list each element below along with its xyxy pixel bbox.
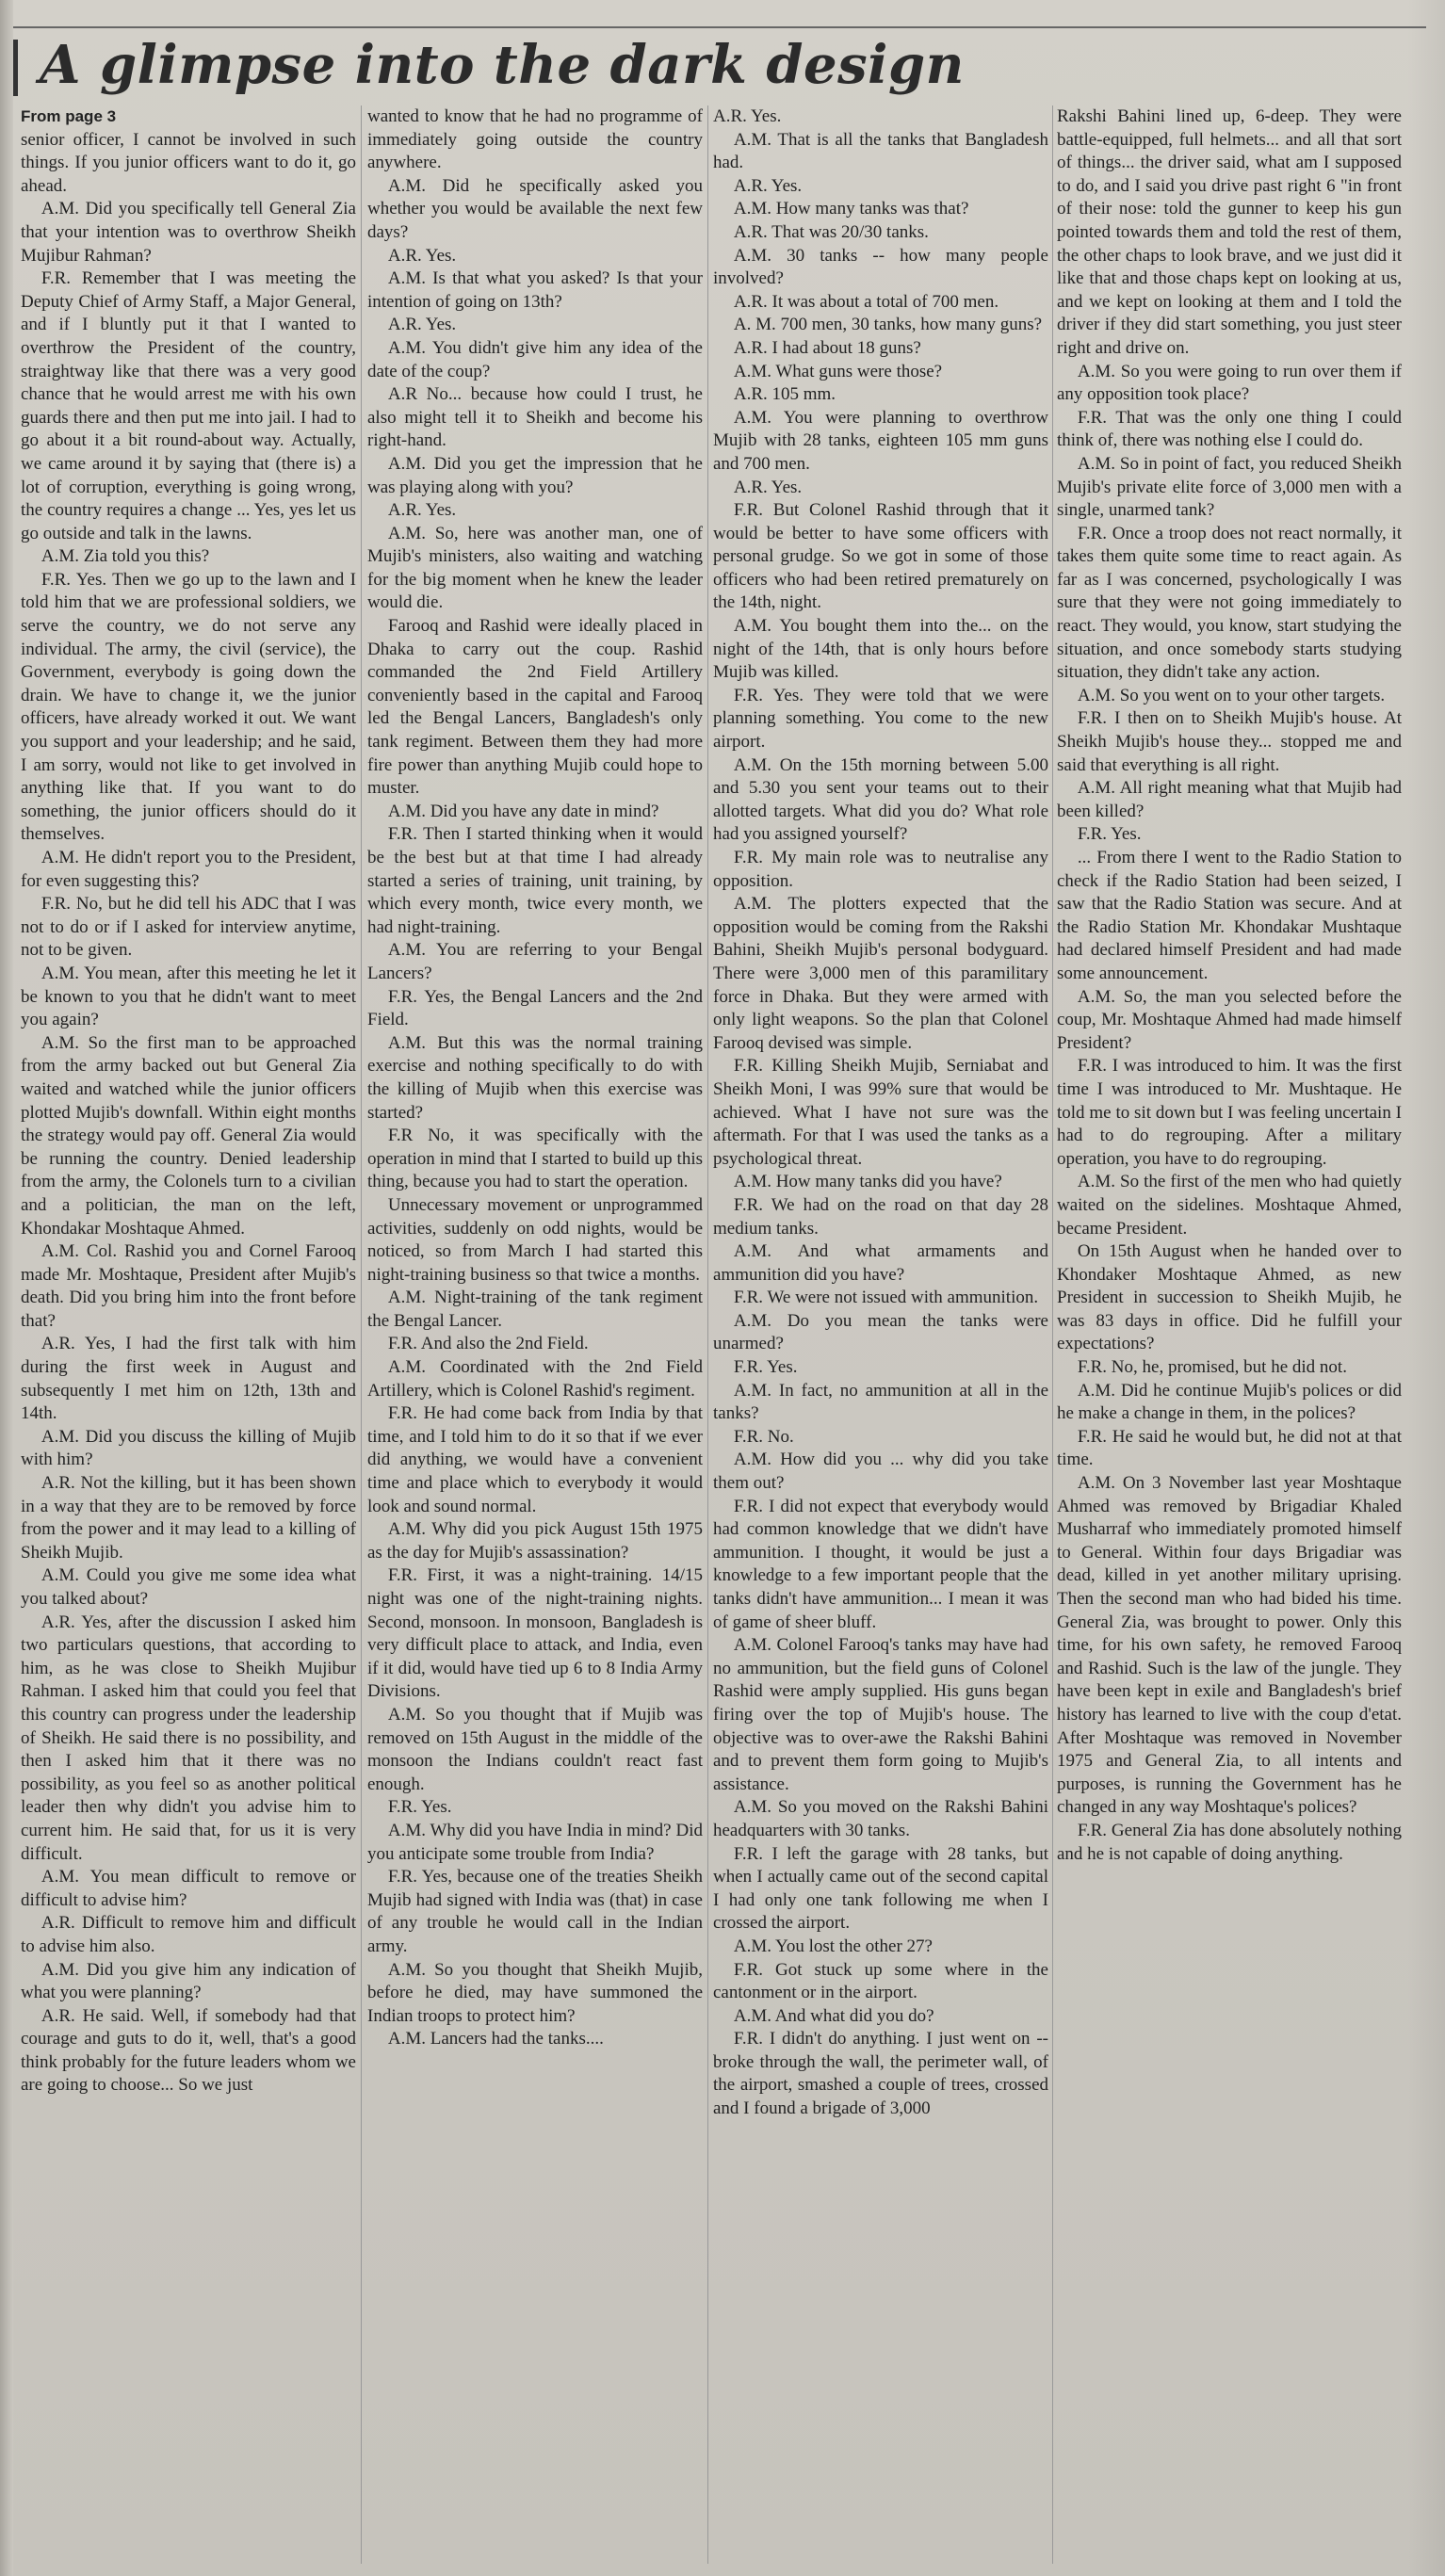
article-paragraph: A.M. But this was the normal training exercise and nothing specifically to do with the killing of Mujib when this exercise was started? bbox=[367, 1032, 703, 1123]
article-paragraph: A.M. Did you get the impression that he was playing along with you? bbox=[367, 453, 703, 497]
article-column-4 bbox=[1057, 105, 1402, 2564]
article-paragraph: A.M. You mean difficult to remove or difficult to advise him? bbox=[21, 1867, 356, 1910]
headline-block bbox=[13, 26, 1426, 104]
article-paragraph: On 15th August when he handed over to Khondaker Moshtaque Ahmed, as new President in succession to Sheikh Mujib, he was 83 days in office. Did he fulfill your expectations? bbox=[1057, 1241, 1402, 1354]
article-paragraph: A.M. So you went on to your other targets. bbox=[1077, 685, 1386, 705]
article-paragraph: A.R. Yes. bbox=[387, 500, 457, 521]
article-paragraph: A.R. That was 20/30 tanks. bbox=[733, 221, 929, 242]
article-paragraph: A.M. Lancers had the tanks.... bbox=[387, 2029, 604, 2049]
headline: A glimpse into the dark design bbox=[40, 34, 965, 96]
article-paragraph: F.R No, it was specifically with the operation in mind that I started to build up this thing, because you had to start the operation. bbox=[367, 1126, 703, 1192]
article-paragraph: F.R. He said he would but, he did not at that time. bbox=[1057, 1426, 1402, 1470]
article-paragraph: A. M. 700 men, 30 tanks, how many guns? bbox=[733, 315, 1043, 335]
article-paragraph: A.M. So the first of the men who had quietly waited on the sidelines. Moshtaque Ahmed, became President. bbox=[1057, 1172, 1402, 1239]
article-paragraph: A.M. So you were going to run over them if any opposition took place? bbox=[1057, 361, 1402, 405]
article-paragraph: A.M. Why did you have India in mind? Did you anticipate some trouble from India? bbox=[367, 1820, 703, 1864]
article-paragraph: A.M. He didn't report you to the President, for even suggesting this? bbox=[21, 848, 356, 891]
article-paragraph: A.M. In fact, no ammunition at all in the tanks? bbox=[713, 1380, 1048, 1424]
article-paragraph: wanted to know that he had no programme of immediately going outside the country anywhere. bbox=[367, 106, 703, 173]
article-paragraph: F.R. Yes. bbox=[733, 1357, 798, 1378]
article-paragraph: A.R. Difficult to remove him and difficult to advise him also. bbox=[21, 1913, 356, 1956]
article-paragraph: F.R. I didn't do anything. I just went on -- broke through the wall, the perimeter wall, of the airport, smashed a couple of trees, crossed and I found a brigade of 3,000 bbox=[713, 2029, 1048, 2119]
article-paragraph: A.R No... because how could I trust, he also might tell it to Sheikh and become his right-hand. bbox=[367, 384, 703, 451]
column-rule bbox=[1052, 105, 1053, 2564]
article-paragraph: F.R. Remember that I was meeting the Deputy Chief of Army Staff, a Major General, and if I bluntly put it that I wanted to overthrow the President of the country, straightway like that there was a very good chance that he would arrest me with his own guards there and then put me into jail. I had to go about it a bit round-about way. Actually, we came around it by saying that (there is) a lot of corruption, everything is going wrong, the country requires a change ... Yes, yes let us go outside and talk in the lawns. bbox=[21, 268, 356, 543]
article-paragraph: Farooq and Rashid were ideally placed in Dhaka to carry out the coup. Rashid commanded the 2nd Field Artillery conveniently based in the capital and Farooq led the Bengal Lancers, Bangladesh's only tank regiment. Between them they had more fire power than anything Mujib could hope to muster. bbox=[367, 616, 703, 799]
article-paragraph: A.M. Did you specifically tell General Zia that your intention was to overthrow Sheikh Mujibur Rahman? bbox=[21, 199, 356, 266]
article-paragraph: A.M. All right meaning what that Mujib had been killed? bbox=[1057, 778, 1402, 821]
article-paragraph: F.R. No. bbox=[733, 1426, 794, 1447]
article-paragraph: A.R. 105 mm. bbox=[733, 384, 836, 405]
article-paragraph: F.R. I did not expect that everybody would had common knowledge that we didn't have ammunition. I thought, it would be just a knowledge to a few important people that the tanks didn't have ammunition... I mean it was of game of sheer bluff. bbox=[713, 1496, 1048, 1632]
article-paragraph: A.M. Do you mean the tanks were unarmed? bbox=[713, 1310, 1048, 1354]
article-paragraph: Unnecessary movement or unprogrammed activities, suddenly on odd nights, would be noticed, so from March I had started this night-training business so that twice a months. bbox=[367, 1194, 703, 1285]
article-paragraph: A.M. Did he specifically asked you whether you would be available the next few days? bbox=[367, 175, 703, 242]
article-paragraph: F.R. Killing Sheikh Mujib, Serniabat and Sheikh Moni, I was 99% sure that would be achieved. What I have not sure was the aftermath. For that I was used the tanks as a psychological threat. bbox=[713, 1056, 1048, 1169]
article-paragraph: A.M. The plotters expected that the opposition would be coming from the Rakshi Bahini, Sheikh Mujib's personal bodyguard. There were 3,000 men of this paramilitary force in Dhaka. But they were armed with only light weapons. So the plan that Colonel Farooq devised was simple. bbox=[713, 894, 1048, 1053]
article-paragraph: A.M. That is all the tanks that Bangladesh had. bbox=[713, 129, 1048, 173]
article-paragraph: A.M. Coordinated with the 2nd Field Artillery, which is Colonel Rashid's regiment. bbox=[367, 1357, 703, 1401]
article-paragraph: A.M. Did he continue Mujib's polices or did he make a change in them, in the polices? bbox=[1057, 1380, 1402, 1424]
article-column-1 bbox=[21, 105, 356, 2564]
article-paragraph: A.M. Could you give me some idea what you talked about? bbox=[21, 1565, 356, 1609]
article-paragraph: A.R. Yes. bbox=[733, 477, 803, 497]
article-paragraph: A.M. You didn't give him any idea of the date of the coup? bbox=[367, 337, 703, 381]
article-paragraph: A.M. Did you discuss the killing of Mujib with him? bbox=[21, 1426, 356, 1470]
article-paragraph: A.M. You lost the other 27? bbox=[733, 1936, 933, 1956]
article-paragraph: A.M. So you moved on the Rakshi Bahini headquarters with 30 tanks. bbox=[713, 1797, 1048, 1840]
article-paragraph: F.R. My main role was to neutralise any opposition. bbox=[713, 848, 1048, 891]
article-paragraph: A.M. Why did you pick August 15th 1975 as the day for Mujib's assassination? bbox=[367, 1519, 703, 1563]
article-paragraph: A.R. It was about a total of 700 men. bbox=[733, 291, 999, 312]
article-paragraph: A.M. You were planning to overthrow Mujib with 28 tanks, eighteen 105 mm guns and 700 men. bbox=[713, 407, 1048, 474]
article-paragraph: A.M. So, the man you selected before the coup, Mr. Moshtaque Ahmed had made himself President? bbox=[1057, 986, 1402, 1053]
article-paragraph: A.M. Did you give him any indication of what you were planning? bbox=[21, 1959, 356, 2003]
article-paragraph: A.R. Yes. bbox=[387, 315, 457, 335]
article-paragraph: F.R. Got stuck up some where in the cantonment or in the airport. bbox=[713, 1959, 1048, 2003]
article-column-2 bbox=[367, 105, 703, 2564]
article-paragraph: A.M. How many tanks was that? bbox=[733, 199, 969, 219]
article-paragraph: A.R. Yes. bbox=[713, 106, 782, 126]
article-paragraph: A.M. So in point of fact, you reduced Sheikh Mujib's private elite force of 3,000 men with a single, unarmed tank? bbox=[1057, 453, 1402, 521]
article-paragraph: A.M. 30 tanks -- how many people involved? bbox=[713, 245, 1048, 289]
article-paragraph: A.M. So, here was another man, one of Mujib's ministers, also waiting and watching for the big moment when he knew the leader would die. bbox=[367, 523, 703, 613]
column-rule bbox=[707, 105, 708, 2564]
article-paragraph: A.M. Col. Rashid you and Cornel Farooq made Mr. Moshtaque, President after Mujib's death. Did you bring him into the front before that? bbox=[21, 1241, 356, 1331]
article-paragraph: F.R. No, but he did tell his ADC that I was not to do or if I asked for interview anytime, not to be given. bbox=[21, 894, 356, 961]
article-paragraph: A.M. You are referring to your Bengal Lancers? bbox=[367, 940, 703, 983]
article-paragraph: F.R. We were not issued with ammunition. bbox=[733, 1288, 1039, 1308]
column-rule bbox=[361, 105, 362, 2564]
article-body bbox=[0, 105, 1445, 2564]
article-paragraph: F.R. Then I started thinking when it would be the best but at that time I had already started a series of training, unit training, by which every month, twice every month, we had night-training. bbox=[367, 824, 703, 937]
article-paragraph: F.R. I left the garage with 28 tanks, but when I actually came out of the second capital I had only one tank following me when I crossed the airport. bbox=[713, 1843, 1048, 1934]
article-paragraph: F.R. He had come back from India by that time, and I told him to do it so that if we ever did anything, we would have a convenient time and place which to everybody it would look and sound normal. bbox=[367, 1403, 703, 1516]
article-paragraph: F.R. We had on the road on that day 28 medium tanks. bbox=[713, 1194, 1048, 1239]
article-paragraph: A.M. And what did you do? bbox=[733, 2005, 934, 2026]
article-paragraph: A.R. He said. Well, if somebody had that courage and guts to do it, well, that's a good think probably for the future leaders whom we are going to choose... So we just bbox=[21, 2005, 356, 2096]
article-paragraph: A.R. Yes, I had the first talk with him during the first week in August and subsequently I met him on 12th, 13th and 14th. bbox=[21, 1334, 356, 1424]
article-paragraph: F.R. I then on to Sheikh Mujib's house. At Sheikh Mujib's house they... stopped me and said that everything is all right. bbox=[1057, 708, 1402, 775]
article-paragraph: F.R. Once a troop does not react normally, it takes them quite some time to react again. As far as I was concerned, psychologically I was sure that they were not going immediately to react. They would, you know, start studying the situation, and once somebody starts studying situation, they didn't take any action. bbox=[1057, 523, 1402, 683]
article-paragraph: A.M. How many tanks did you have? bbox=[733, 1172, 1002, 1192]
article-paragraph: A.M. So the first man to be approached from the army backed out but General Zia waited and watched while the junior officers plotted Mujib's downfall. Within eight months the strategy would pay off. General Zia would be running the country. Denied leadership from the army, the Colonels turn to a civilian and a politician, the man on the left, Khondakar Moshtaque Ahmed. bbox=[21, 1032, 356, 1239]
article-paragraph: F.R. First, it was a night-training. 14/15 night was one of the night-training nights. Second, monsoon. In monsoon, Bangladesh is very difficult place to attack, and India, even if it did, would have tied up 6 to 8 India Army Divisions. bbox=[367, 1565, 703, 1702]
article-paragraph: F.R. General Zia has done absolutely nothing and he is not capable of doing anything. bbox=[1057, 1820, 1402, 1864]
article-paragraph: F.R. Yes, because one of the treaties Sheikh Mujib had signed with India was (that) in case of any trouble he would call in the Indian army. bbox=[367, 1867, 703, 1956]
article-paragraph: A.M. So you thought that if Mujib was removed on 15th August in the middle of the monsoon the Indians couldn't react fast enough. bbox=[367, 1704, 703, 1794]
article-paragraph: F.R. Yes, the Bengal Lancers and the 2nd Field. bbox=[367, 986, 703, 1030]
article-paragraph: A.M. You bought them into the... on the night of the 14th, that is only hours before Mujib was killed. bbox=[713, 616, 1048, 683]
article-paragraph: F.R. No, he, promised, but he did not. bbox=[1077, 1357, 1347, 1378]
article-paragraph: F.R. That was the only one thing I could think of, there was nothing else I could do. bbox=[1057, 407, 1402, 451]
article-paragraph: A.M. On the 15th morning between 5.00 and 5.30 you sent your teams out to their allotted targets. What did you do? What role had you assigned yourself? bbox=[713, 754, 1048, 845]
article-paragraph: F.R. Yes. bbox=[1077, 824, 1142, 845]
article-paragraph: F.R. Yes. Then we go up to the lawn and I told him that we are professional soldiers, we serve the country, we do not serve any individual. The army, the civil (service), the Government, everybody is going down the drain. We have to change it, we the junior officers, have already worked it out. We want you support and your leadership; and he said, I am sorry, would not like to get involved in anything like that. If you want to do something, the junior officers should do it themselves. bbox=[21, 569, 356, 845]
article-paragraph: F.R. And also the 2nd Field. bbox=[387, 1334, 589, 1354]
headline-accent-bar bbox=[13, 40, 18, 96]
article-paragraph: A.R. Not the killing, but it has been shown in a way that they are to be removed by force from the power and it may lead to a killing of Sheikh Mujib. bbox=[21, 1473, 356, 1563]
article-paragraph: Rakshi Bahini lined up, 6-deep. They were battle-equipped, full helmets... and all that sort of things... the driver said, what am I supposed to do, and I said you drive past right 6 "in front of their nose: told the gunner to keep his gun pointed towards them and told the rest of them, the other chaps to look brave, and we just did it like that and those chaps kept on looking at us, and we kept on looking at them and I told the driver if they did start something, you just steer right and drive on. bbox=[1057, 106, 1402, 358]
article-paragraph: A.M. Night-training of the tank regiment the Bengal Lancer. bbox=[367, 1288, 703, 1331]
article-paragraph: A.M. Is that what you asked? Is that your intention of going on 13th? bbox=[367, 268, 703, 312]
article-paragraph: A.M. Colonel Farooq's tanks may have had no ammunition, but the field guns of Colonel Rashid were amply supplied. His guns began firing over the top of Mujib's house. The objective was to over-awe the Rakshi Bahini and to prevent them form going to Mujib's assistance. bbox=[713, 1635, 1048, 1794]
article-paragraph: F.R. But Colonel Rashid through that it would be better to have some officers with personal grudge. So we got in some of those officers who had been retired prematurely on the 14th, night. bbox=[713, 500, 1048, 613]
article-paragraph: A.M. On 3 November last year Moshtaque Ahmed was removed by Brigadiar Khaled Musharraf who immediately promoted himself to General. Within four days Brigadiar was dead, killed in yet another military uprising. Then the second man who had bided his time. General Zia, was brought to power. Only this time, for his own safety, he removed Farooq and Rashid. Such is the law of the jungle. They have been kept in exile and Bangladesh's brief history has learned to live with the coup d'etat. After Moshtaque was removed in November 1975 and General Zia, to all intents and purposes, is running the Government has he changed in any way Moshtaque's polices? bbox=[1057, 1473, 1402, 1818]
article-paragraph: A.R. I had about 18 guns? bbox=[733, 337, 921, 358]
article-paragraph: ... From there I went to the Radio Station to check if the Radio Station had been seized, I saw that the Radio Station was secure. And at the Radio Station Mr. Khondakar Mushtaque had declared himself President and had made some announcement. bbox=[1057, 848, 1402, 983]
article-paragraph: A.R. Yes. bbox=[733, 175, 803, 196]
article-paragraph: A.M. How did you ... why did you take them out? bbox=[713, 1450, 1048, 1494]
article-paragraph: A.M. Did you have any date in mind? bbox=[387, 801, 659, 821]
article-paragraph: A.R. Yes, after the discussion I asked him two particulars questions, that according to him, as he was close to Sheikh Mujibur Rahman. I asked him that could you feel that this country can progress under the leadership of Sheikh. He said there is no possibility, and then I asked him that it there was no possibility, as you feel so as another political leader then why didn't you advise him to current him. He said that, for us it is very difficult. bbox=[21, 1612, 356, 1864]
article-paragraph: A.M. And what armaments and ammunition did you have? bbox=[713, 1241, 1048, 1285]
article-paragraph: F.R. Yes. bbox=[387, 1797, 452, 1818]
article-paragraph: A.M. You mean, after this meeting he let it be known to you that he didn't want to meet you again? bbox=[21, 963, 356, 1030]
article-column-3 bbox=[713, 105, 1048, 2564]
article-paragraph: A.M. What guns were those? bbox=[733, 361, 943, 381]
article-paragraph: A.R. Yes. bbox=[387, 245, 457, 266]
article-paragraph: F.R. I was introduced to him. It was the first time I was introduced to Mr. Mushtaque. He told me to sit down but I was feeling uncertain I had to do regrouping. After a military operation, you have to do regrouping. bbox=[1057, 1056, 1402, 1169]
article-paragraph: F.R. Yes. They were told that we were planning something. You come to the new airport. bbox=[713, 685, 1048, 753]
article-paragraph: A.M. So you thought that Sheikh Mujib, before he died, may have summoned the Indian troops to protect him? bbox=[367, 1959, 703, 2026]
article-paragraph: A.M. Zia told you this? bbox=[41, 546, 210, 567]
jump-from-line: From page 3 bbox=[21, 107, 117, 125]
article-paragraph: senior officer, I cannot be involved in such things. If you junior officers want to do it, go ahead. bbox=[21, 129, 356, 196]
